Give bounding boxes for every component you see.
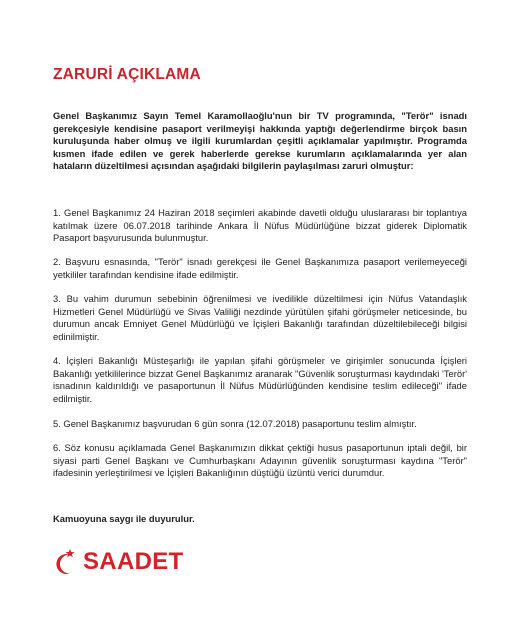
paragraph-6: 6. Söz konusu açıklamada Genel Başkanımızın dikkat çektiği husus pasaportunun iptali değil, bir siyasi parti Genel Başkanı ve Cumhurbaşkanı Adayının güvenlik soruşturması kaydına "Terör" ifadesinin yerleştirilmesi ve İçişleri Bakanlığının düştüğü üzüntü verici durumdur. [53,442,467,479]
party-logo [53,548,183,576]
saadet-crescent-star-icon [53,548,77,576]
document-title: ZARURİ AÇIKLAMA [53,66,201,83]
paragraph-4: 4. İçişleri Bakanlığı Müsteşarlığı ile yapılan şifahi görüşmeler ve girişimler sonucunda İçişleri Bakanlığı yetkililerince bizzat Genel Başkanımız aranarak "Güvenlik soruşturması kaydındaki 'Terör' isnadının kaldırıldığı ve pasaportunun İl Nüfus Müdürlüğünden kendisine teslim edileceği" ifade edilmiştir. [53,355,467,404]
paragraph-1: 1. Genel Başkanımız 24 Haziran 2018 seçimleri akabinde davetli olduğu uluslararası bir toplantıya katılmak üzere 06.07.2018 tarihinde Ankara İl Nüfus Müdürlüğüne bizzat giderek Diplomatik Pasaport başvurusunda bulunmuştur. [53,207,467,244]
party-logo-text: SAADET [83,548,184,575]
intro-paragraph: Genel Başkanımız Sayın Temel Karamollaoğlu'nun bir TV programında, "Terör" isnadı gerekçesiyle kendisine pasaport verilmeyişi hakkında yaptığı değerlendirme birçok basın kuruluşunda haber olmuş ve ilgili kurumlardan çeşitli açıklamalar yapılmıştır. Programda kısmen ifade edilen ve gerek haberlerde gerekse kurumların açıklamalarında yer alan hataların düzeltilmesi açısından aşağıdaki bilgilerin paylaşılması zaruri olmuştur: [53,110,467,172]
paragraph-3: 3. Bu vahim durumun sebebinin öğrenilmesi ve ivedilikle düzeltilmesi için Nüfus Vatandaşlık Hizmetleri Genel Müdürlüğü ve Sivas Valiliği nezdinde yürütülen şifahi görüşmeler neticesinde, bu durumun ancak Emniyet Genel Müdürlüğü ve İçişleri Bakanlığı tarafından düzeltilebileceği bilgisi edinilmiştir. [53,293,467,342]
closing-statement: Kamuoyuna saygı ile duyurulur. [53,513,195,524]
paragraph-5: 5. Genel Başkanımız başvurudan 6 gün sonra (12.07.2018) pasaportunu teslim almıştır. [53,418,417,429]
paragraph-2: 2. Başvuru esnasında, "Terör" isnadı gerekçesi ile Genel Başkanımıza pasaport verilemeyeceği yetkililer tarafından kendisine ifade edilmiştir. [53,256,467,280]
